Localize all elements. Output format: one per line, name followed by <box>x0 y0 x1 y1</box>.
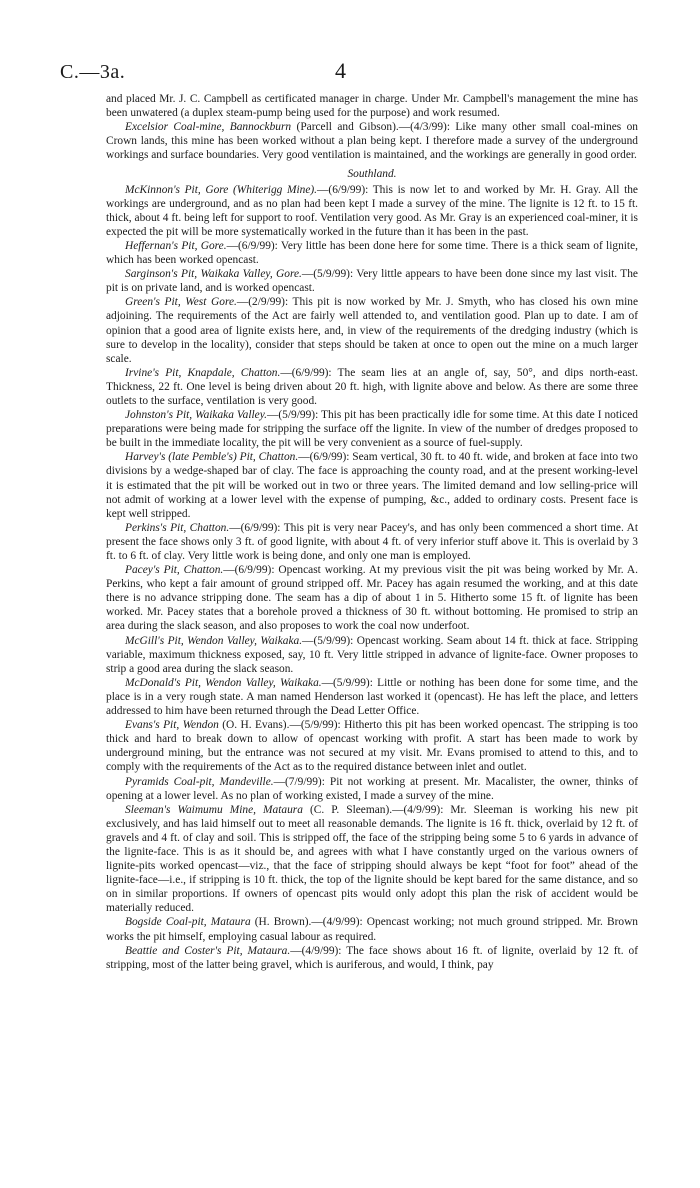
paragraph <box>106 239 638 267</box>
entry-text: —(6/9/99): Very little has been done here for some time. There is a thick seam of lignite, which has been worked opencast. <box>106 239 638 267</box>
entry-title: Green's Pit, West Gore. <box>125 296 237 309</box>
paragraph <box>106 803 638 916</box>
entry-title: Sleeman's Waimumu Mine, Mataura <box>125 803 303 816</box>
entry-title: Sarginson's Pit, Waikaka Valley, Gore. <box>125 268 302 281</box>
paragraph <box>106 120 638 162</box>
entry-title: Perkins's Pit, Chatton. <box>125 521 230 534</box>
paragraph <box>106 944 638 972</box>
paragraph <box>106 92 638 120</box>
entry-title: Heffernan's Pit, Gore. <box>125 239 227 252</box>
section-heading: Southland. <box>347 168 397 181</box>
entry-text: (O. H. Evans).—(5/9/99): Hitherto this pit has been worked opencast. The stripping is too thick and hard to break down to allow of opencast working with profit. A start has been made to work by underground mining, but the entrance was not secured at my visit. Mr. Evans promised to attend to this, and to comply with the requirements of the Act as to the required distance between inlet and outlet. <box>106 719 638 774</box>
entry-text: —(4/9/99): The face shows about 16 ft. of lignite, overlaid by 12 ft. of stripping, most of the latter being gravel, which is auriferous, and would, I think, pay <box>106 944 638 971</box>
entry-text: —(6/9/99): Seam vertical, 30 ft. to 40 ft. wide, and broken at face into two divisions by a wedge-shaped bar of clay. The face is approaching the county road, and at the present working-level it is estimated that the pit will be worked out in two or three years. The limited demand and low selling-price will not admit of working at a lower level with the expense of pumping, &c., added to ordinary costs. Present face is kept well stripped. <box>106 451 638 520</box>
entry-text: —(6/9/99): The seam lies at an angle of, say, 50°, and dips north-east. Thickness, 22 ft. One level is being driven about 20 ft. high, with lignite above and below. As there are some three outlets to the surface, ventilation is very good. <box>106 366 638 407</box>
entry-title: McGill's Pit, Wendon Valley, Waikaka. <box>125 634 303 647</box>
entry-title: Harvey's (late Pemble's) Pit, Chatton. <box>125 451 299 464</box>
entry-title: Bogside Coal-pit, Mataura <box>125 916 251 929</box>
entry-title: Pacey's Pit, Chatton. <box>125 564 224 577</box>
paragraph <box>106 183 638 239</box>
entry-text: —(6/9/99): Opencast working. At my previous visit the pit was being worked by Mr. A. Perkins, who kept a fair amount of ground stripped off. Mr. Pacey has again resumed the working, and at this date there is no advance stripping done. The seam has a dip of about 1 in 5. Hitherto some 15 ft. of lignite has been worked. Mr. Pacey states that a borehole proved a thickness of 30 ft. without bottoming. He promised to strip an area during the slack season, and also proposes to work the coal now underfoot. <box>106 564 639 633</box>
paragraph <box>106 563 638 633</box>
paragraph <box>106 295 638 365</box>
entry-title: Pyramids Coal-pit, Mandeville. <box>125 775 274 788</box>
paragraph <box>106 775 638 803</box>
entry-title: Beattie and Coster's Pit, Mataura. <box>125 944 291 957</box>
entry-title: Johnston's Pit, Waikaka Valley. <box>125 409 267 422</box>
paragraph <box>106 676 638 718</box>
paragraph <box>106 718 638 774</box>
paragraph <box>106 366 638 408</box>
entry-text: —(5/9/99): Very little appears to have been done since my last visit. The pit is on private land, and is worked opencast. <box>106 268 638 295</box>
entry-title: Evans's Pit, Wendon <box>125 719 219 732</box>
entry-text: —(5/9/99): Little or nothing has been done for some time, and the place is in a very rough state. A man named Henderson last worked it (opencast). He has left the place, and letters addressed to him have been returned through the Dead Letter Office. <box>106 676 638 718</box>
paragraph <box>106 408 638 450</box>
entry-text: —(6/9/99): This is now let to and worked by Mr. H. Gray. All the workings are underground, and as no plan had been kept I made a survey of the mine. The lignite is 12 ft. to 15 ft. thick, about 4 ft. being left for support to roof. Ventilation very good. As Mr. Gray is an experienced coal-miner, it is expected the pit will be more systematically worked in the future than it has been in the past. <box>106 183 638 238</box>
entry-title: McKinnon's Pit, Gore (Whiterigg Mine). <box>125 183 318 196</box>
entry-text: (Parcell and Gibson).—(4/3/99): Like many other small coal-mines on Crown lands, this mine has been worked without a plan being kept. I therefore made a survey of the underground workings and surface boundaries. Very good ventilation is maintained, and the workings are generally in good order. <box>106 121 639 162</box>
document-body <box>106 92 638 972</box>
entry-text: —(7/9/99): Pit not working at present. Mr. Macalister, the owner, thinks of opening at a lower level. As no plan of working existed, I made a survey of the mine. <box>106 775 639 802</box>
paragraph <box>106 915 638 943</box>
entry-text: —(2/9/99): This pit is now worked by Mr. J. Smyth, who has closed his own mine adjoining. The requirements of the Act are fairly well attended to, and ventilation good. Plan up to date. I am of opinion that a good area of lignite exists here, and, in view of the requirements of the dredging industry (which is sure to develop in the locality), consider that steps should be taken at once to open out the mine on a much larger scale. <box>106 296 638 365</box>
paragraph <box>106 521 638 563</box>
entry-text: —(5/9/99): Opencast working. Seam about 14 ft. thick at face. Stripping variable, maximum thickness exposed, say, 10 ft. Very little stripped in advance of lignite-face. Owner proposes to strip a good area during the slack season. <box>106 634 638 675</box>
document-code: C.—3a. <box>60 61 126 83</box>
page-number: 4 <box>335 58 346 83</box>
paragraph <box>106 267 638 295</box>
entry-text: (C. P. Sleeman).—(4/9/99): Mr. Sleeman is working his new pit exclusively, and has laid himself out to meet all reasonable demands. The lignite is 16 ft. thick, overlaid by 12 ft. of gravels and 4 ft. of clay and soil. This is stripped off, the face of the stripping being some 5 to 6 yards in advance of the lignite-face. This is as it should be, and agrees with what I have constantly urged on the various owners of lignite-pits worked opencast—viz., that the face of stripping should always be kept “foot for foot” ahead of the lignite-face—i.e., if stripping is 10 ft. thick, the top of the lignite should be kept bared for the same distance, and so on in similar proportions. If owners of opencast pits would only adopt this plan the risk of accident would be materially reduced. <box>106 803 639 915</box>
entry-text: —(5/9/99): This pit has been practically idle for some time. At this date I noticed preparations were being made for stripping the surface off the lignite. In view of the number of dredges proposed to be built in the immediate locality, the pit will be very convenient as a source of fuel-supply. <box>106 409 639 450</box>
entry-text: and placed Mr. J. C. Campbell as certificated manager in charge. Under Mr. Campbell's management the mine has been unwatered (a duplex steam-pump being used for the purpose) and work resumed. <box>106 93 638 120</box>
entry-text: —(6/9/99): This pit is very near Pacey's, and has only been commenced a short time. At present the face shows only 3 ft. of good lignite, with about 4 ft. of very inferior stuff above it. This is overlaid by 3 ft. to 6 ft. of clay. Very little work is being done, and only one man is employed. <box>106 521 638 562</box>
entry-title: McDonald's Pit, Wendon Valley, Waikaka. <box>125 676 322 689</box>
paragraph <box>106 450 638 520</box>
entry-text: (H. Brown).—(4/9/99): Opencast working; not much ground stripped. Mr. Brown works the pit himself, employing casual labour as required. <box>106 916 639 943</box>
entry-title: Irvine's Pit, Knapdale, Chatton. <box>125 366 281 379</box>
paragraph <box>106 634 638 676</box>
entry-title: Excelsior Coal-mine, Bannockburn <box>125 121 292 134</box>
